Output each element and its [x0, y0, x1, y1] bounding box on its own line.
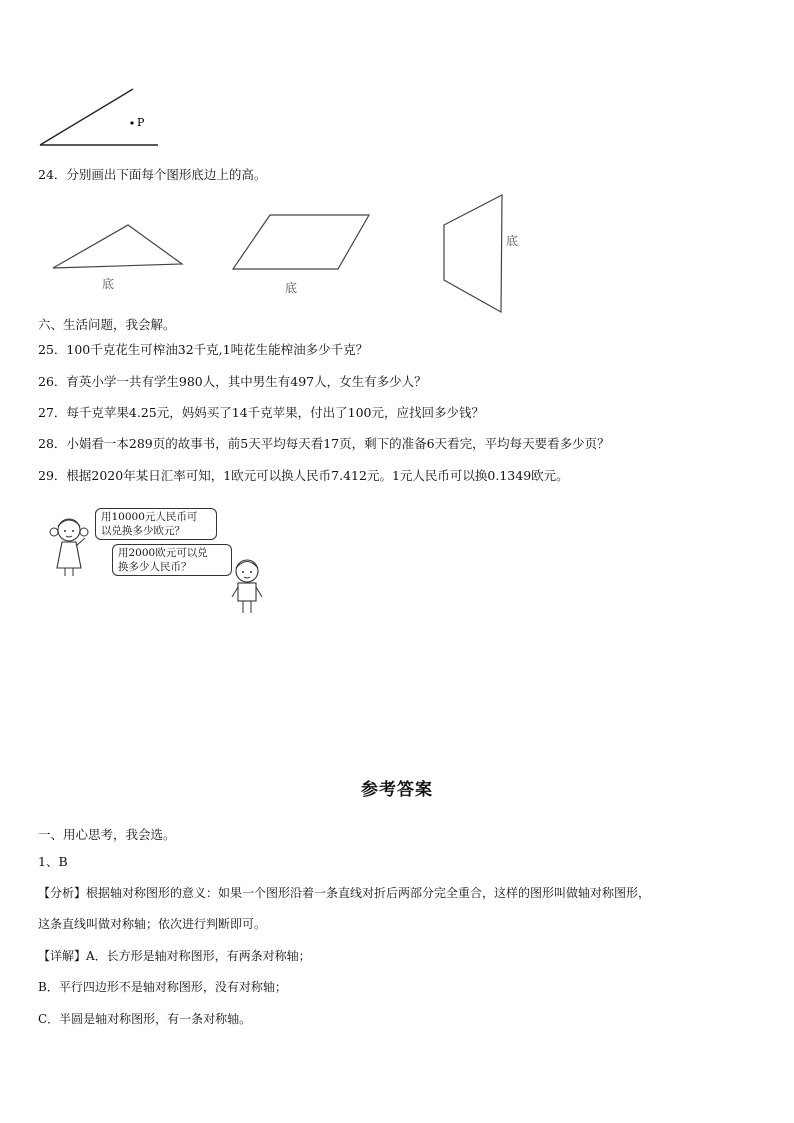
- point-p-dot: [130, 121, 133, 124]
- boy-illustration: [225, 555, 270, 617]
- parallelogram-base-label: 底: [285, 281, 298, 295]
- trapezoid-shape: [444, 195, 502, 312]
- trapezoid-base-label: 底: [506, 234, 519, 248]
- point-p-label: P: [137, 116, 145, 129]
- answers-title: 参考答案: [361, 780, 433, 800]
- girl-speech-bubble: 用10000元人民币可 以兑换多少欧元？: [95, 508, 217, 540]
- question-27: 27．每千克苹果4.25元，妈妈买了14千克苹果，付出了100元，应找回多少钱？: [38, 405, 485, 420]
- question-26: 26．育英小学一共有学生980人，其中男生有497人，女生有多少人？: [38, 374, 427, 389]
- angle-figure: [0, 0, 794, 160]
- detail-a: 【详解】A．长方形是轴对称图形，有两条对称轴；: [38, 949, 311, 963]
- angle-upper-ray: [40, 89, 133, 145]
- question-24: 24．分别画出下面每个图形底边上的高。: [38, 167, 267, 182]
- answers-section-1: 一、用心思考，我会选。: [38, 827, 176, 842]
- boy-speech-bubble: 用2000欧元可以兑 换多少人民币？: [112, 544, 232, 576]
- analysis-line-2: 这条直线叫做对称轴；依次进行判断即可。: [38, 917, 267, 931]
- girl-illustration: [45, 512, 95, 582]
- section-6-heading: 六、生活问题，我会解。: [38, 317, 176, 332]
- detail-c: C．半圆是轴对称图形，有一条对称轴。: [38, 1012, 252, 1026]
- answer-item-1: 1、B: [38, 854, 68, 869]
- analysis-line-1: 【分析】根据轴对称图形的意义：如果一个图形沿着一条直线对折后两部分完全重合，这样的图形叫做轴对称图形，: [38, 886, 651, 900]
- question-28: 28．小娟看一本289页的故事书，前5天平均每天看17页，剩下的准备6天看完，平均每天要看多少页？: [38, 436, 610, 451]
- triangle-base-label: 底: [102, 277, 115, 291]
- question-25: 25．100千克花生可榨油32千克,1吨花生能榨油多少千克？: [38, 342, 369, 357]
- triangle-shape: [53, 225, 182, 268]
- question-29: 29．根据2020年某日汇率可知，1欧元可以换人民币7.412元。1元人民币可以换0.1349欧元。: [38, 468, 569, 483]
- detail-b: B．平行四边形不是轴对称图形，没有对称轴；: [38, 980, 287, 994]
- q24-shapes: [0, 185, 794, 320]
- parallelogram-shape: [233, 215, 369, 269]
